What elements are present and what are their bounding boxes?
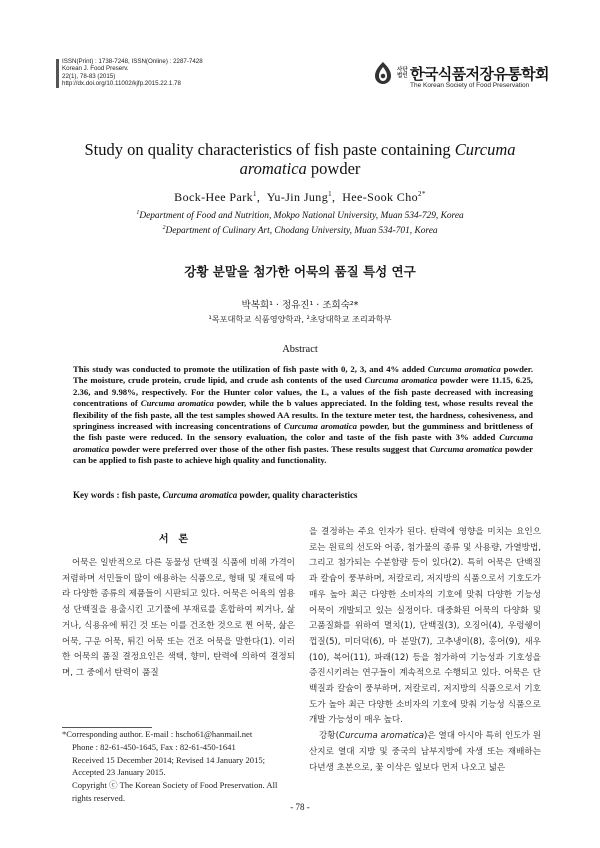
author-name: Yu-Jin Jung [266, 190, 329, 204]
title-text-2: powder [306, 159, 361, 178]
issn-line: ISSN(Print) : 1738-7248, ISSN(Online) : 2287-7428 [62, 58, 203, 65]
abstract-text: powder were preferred over those of the other fish pastes. These results suggest that [109, 443, 430, 454]
paragraph-text: 강황( [319, 731, 339, 742]
title-italic-1: Curcuma [454, 140, 516, 159]
footnote [62, 728, 295, 805]
header-bar [56, 59, 59, 88]
abstract-italic: Curcuma aromatica [364, 375, 438, 386]
korean-affiliations: ¹목포대학교 식품영양학과, ²초당대학교 조리과학부 [208, 314, 392, 324]
affil-num: 1 [136, 210, 140, 216]
affiliations [40, 207, 560, 237]
abstract-italic: Curcuma aromatica [427, 364, 501, 374]
volume-line: 22(1), 78-83 (2015) [62, 72, 116, 80]
keywords [73, 490, 533, 500]
abstract-text: powder, while the b values appreciated. In the folding test, whose results reveal the flexibility of the fish paste, all the test samples showed AA results. In the texture meter test, the hardness, cohesiveness, and springiness increased with increasing concentrations of [73, 398, 533, 432]
affil-text: Department of Food and Nutrition, Mokpo National University, Muan 534-729, Korea [139, 211, 464, 222]
korean-authors: 박복희¹ · 정유진¹ · 조희숙²* [241, 300, 359, 311]
abstract-text: powder can be applied to fish paste to achieve high quality and functionality. [73, 443, 534, 466]
author-sup: 1 [328, 190, 332, 198]
section-heading-introduction: 서론 [158, 534, 199, 545]
paragraph-italic: Curcuma aromatica [338, 731, 425, 742]
paper-title [40, 140, 560, 178]
keywords-label: Key words : [73, 490, 122, 500]
doi-line: http://dx.doi.org/10.11002/kjfp.2015.22.1.78 [62, 79, 181, 87]
abstract-text: powder were 11.15, 6.25, 2.36, and 9.98%, respectively. For the Hunter color values, the L, a values of the fish paste decreased with increasing concentrations of [73, 375, 533, 409]
copyright: Copyright ⓒ The Korean Society of Food Preservation. All rights reserved. [72, 780, 278, 803]
paragraph-text: )은 열대 아시아 특히 인도가 원산지로 열대 지방 및 중국의 남부지방에 자생 또는 재배하는 다년생 초본으로, 꽃 이삭은 잎보다 먼저 나오고 넓은 [309, 731, 541, 773]
keywords-text: fish paste, [121, 490, 163, 500]
paragraph [309, 729, 541, 776]
body-column-right [309, 525, 541, 776]
society-name-kr: 한국식품저장유통학회 [410, 65, 549, 83]
affil-text: Department of Culinary Art, Chodang University, Muan 534-701, Korea [165, 226, 438, 237]
korean-title: 강황 분말을 첨가한 어묵의 품질 특성 연구 [184, 264, 416, 279]
keywords-text: powder, quality characteristics [237, 490, 358, 500]
abstract-italic: Curcuma aromatica [429, 443, 503, 454]
body-column-left [62, 556, 295, 682]
affiliation-2 [40, 222, 560, 237]
author-list: Bock-Hee Park$^1$, Yu-Jin Jung$^1$, Hee-Sook Cho$^{2*}$ [174, 190, 426, 204]
abstract-italic: Curcuma aromatica [283, 421, 357, 432]
society-logo [372, 61, 562, 91]
journal-meta [62, 58, 203, 87]
author-sup: 2* [418, 190, 426, 198]
title-text-1: Study on quality characteristics of fish paste containing [84, 140, 455, 159]
corresponding-author: *Corresponding author. E-mail : hscho61@hanmail.net [62, 729, 253, 739]
journal-name-line: Korean J. Food Preserv. [62, 65, 129, 73]
abstract-heading: Abstract [282, 344, 318, 355]
abstract-text: powder. The moisture, crude protein, crude lipid, and crude ash contents of the used [73, 364, 533, 386]
society-type-label: 사단 법인 [397, 67, 408, 79]
affiliation-1 [40, 207, 560, 222]
society-name-en: The Korean Society of Food Preservation [410, 82, 530, 89]
author-name: Bock-Hee Park [174, 190, 254, 204]
abstract-italic: Curcuma aromatica [73, 432, 533, 454]
affil-num: 2 [162, 225, 166, 232]
author-name: Hee-Sook Cho [342, 190, 418, 204]
author-sup: 1 [253, 190, 257, 198]
title-italic-2: aromatica [239, 159, 307, 178]
paragraph: 을 결정하는 주요 인자가 된다. 탄력에 영향을 미치는 요인으로는 원료의 선도와 어종, 첨가물의 종류 및 사용량, 가열방법, 그리고 첨가되는 수분함량 등이 있다(2). 특히 어묵은 단백질과 칼슘이 풍부하며, 저칼로리, 저지방의 식품으로서 기호도가 매우 높아 최근 다양한 소비자의 기호에 맞춰 다양한 기능성 어묵이 개발되고 있는 실정이다. 대중화된 어묵의 다양화 및 고품질화를 위하여 멸치(1), 단백질(3), 오징어(4), 우렁쉥이 껍질(5), 미더덕(6), 마 분말(7), 고추냉이(8), 홍어(9), 새우(10), 복어(11), 파래(12) 등을 첨가하여 기능성과 기호성을 증진시키려는 연구들이 계속적으로 수행되고 있다. 어묵은 단백질과 칼슘이 풍부하며, 저칼로리, 저지방의 식품으로서 기호도가 높아 최근 다양한 소비자의 기호에 맞춰 기능성 식품으로 개발 가능성이 매우 높다. [309, 527, 541, 726]
contact-phone: Phone : 82-61-450-1645, Fax : 82-61-450-1641 [72, 741, 236, 752]
abstract-text: This study was conducted to promote the utilization of fish paste with 0, 2, 3, and 4% added [73, 364, 428, 374]
abstract-text: powder, but the gumminess and brittleness of the fish paste were reduced. In the sensory evaluation, the color and taste of the fish paste with 3% added [73, 421, 533, 443]
received-dates: Received 15 December 2014; Revised 14 January 2015; Accepted 23 January 2015. [72, 754, 266, 778]
society-emblem-icon [372, 61, 394, 85]
page-number: - 78 - [290, 802, 310, 812]
abstract-italic: Curcuma aromatica [140, 398, 214, 409]
paragraph: 어묵은 일반적으로 다른 동물성 단백질 식품에 비해 가격이 저렴하며 서민들이 많이 애용하는 식품으로, 형태 및 재료에 따라 다양한 종류의 제품들이 시판되고 있다. 어묵은 어육의 염용성 단백질을 용출시킨 고기풀에 부재료를 혼합하여 찌거나, 삶거나, 식용유에 튀긴 것 또는 이를 건조한 것으로 찐 어묵, 삶은 어묵, 구운 어묵, 튀긴 어묵 또는 건조 어묵을 말한다(1). 이러한 어묵의 품질 결정요인은 색택, 향미, 탄력에 의하여 결정되며, 그 중에서 탄력이 품질 [62, 558, 295, 678]
abstract-body [73, 364, 533, 467]
keywords-italic: Curcuma aromatica [162, 490, 238, 500]
